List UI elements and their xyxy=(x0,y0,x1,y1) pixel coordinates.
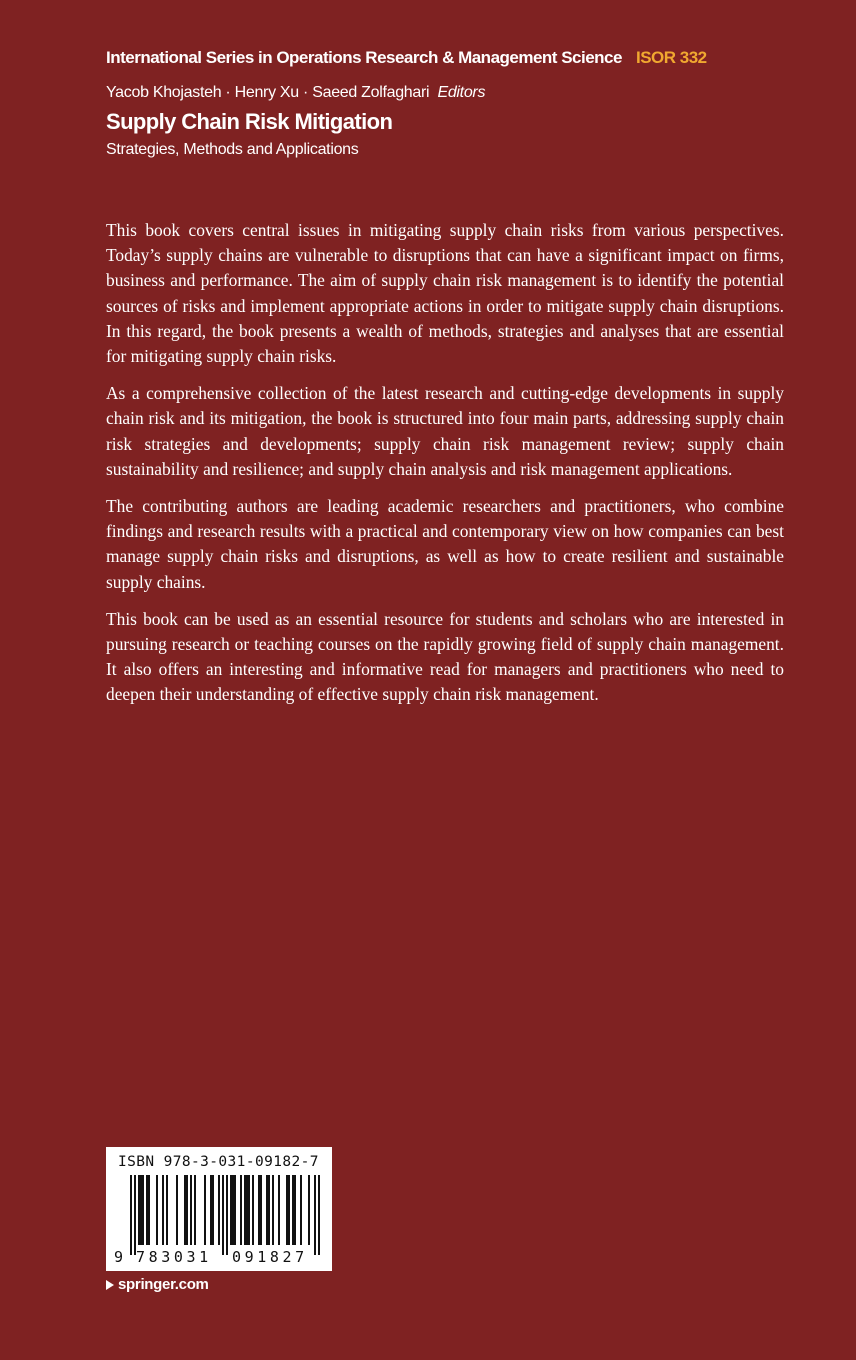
barcode-bar xyxy=(258,1175,260,1245)
blurb-paragraph: This book can be used as an essential resource for students and scholars who are interested in pursuing research or teaching courses on the rapidly growing field of supply chain management. It also offers an interesting and informative read for managers and practitioners who need to deepen their understanding of effective supply chain risk management. xyxy=(106,608,784,705)
barcode-bar xyxy=(222,1175,224,1255)
barcode-box xyxy=(106,1147,332,1271)
publisher-link[interactable] xyxy=(106,1276,209,1293)
barcode-bar xyxy=(244,1175,246,1245)
play-triangle-icon xyxy=(106,1280,114,1290)
blurb-paragraph: The contributing authors are leading academic researchers and practitioners, who combine findings and research results with a practical and contemporary view on how companies can best manage supply chain risks and disruptions, as well as how to create resilient and sustainable supply chains. xyxy=(106,496,784,592)
barcode-bar xyxy=(314,1175,316,1255)
barcode-bar xyxy=(162,1175,164,1245)
barcode-bar xyxy=(230,1175,232,1245)
blurb-paragraph: As a comprehensive collection of the latest research and cutting-edge developments in supply chain risk and its mitigation, the book is structured into four main parts, addressing supply chain risk strategies and developments; supply chain risk management review; supply chain sustainability and resilience; and supply chain analysis and risk management applications. xyxy=(106,383,784,479)
barcode-bar xyxy=(226,1175,228,1255)
barcode-bar xyxy=(210,1175,212,1245)
barcode-bar xyxy=(318,1175,320,1255)
editors-line xyxy=(106,82,746,104)
barcode-bar xyxy=(294,1175,296,1245)
barcode-bar xyxy=(300,1175,302,1245)
barcode-bar xyxy=(260,1175,262,1245)
barcode-bar xyxy=(234,1175,236,1245)
barcode-bar xyxy=(148,1175,150,1245)
barcode-bar xyxy=(184,1175,186,1245)
barcode-bar xyxy=(266,1175,268,1245)
series-name: International Series in Operations Research & Management Science xyxy=(106,48,622,67)
barcode-bar xyxy=(140,1175,142,1245)
barcode-bar xyxy=(130,1175,132,1255)
barcode-digits-right: 091827 xyxy=(232,1248,308,1266)
barcode-digit-first: 9 xyxy=(114,1248,124,1266)
series-line xyxy=(106,46,746,70)
barcode-bar xyxy=(246,1175,248,1245)
barcode-bar xyxy=(248,1175,250,1245)
blurb xyxy=(106,218,784,720)
barcode-bar xyxy=(292,1175,294,1245)
series-number: ISOR 332 xyxy=(635,48,707,67)
cover-header xyxy=(106,46,746,161)
barcode-bar xyxy=(288,1175,290,1245)
barcode-bar xyxy=(286,1175,288,1245)
book-title: Supply Chain Risk Mitigation xyxy=(106,109,393,134)
barcode-bar xyxy=(186,1175,188,1245)
publisher-url: springer.com xyxy=(118,1276,209,1293)
barcode-digits-left: 783031 xyxy=(136,1248,212,1266)
barcode-bar xyxy=(272,1175,274,1245)
barcode-bar xyxy=(252,1175,254,1245)
barcode-bar xyxy=(268,1175,270,1245)
barcode-bar xyxy=(232,1175,234,1245)
barcode-bar xyxy=(308,1175,310,1245)
barcode-bar xyxy=(134,1175,136,1255)
barcode-bar xyxy=(146,1175,148,1245)
barcode-bar xyxy=(138,1175,140,1245)
barcode-bar xyxy=(218,1175,220,1245)
isbn-label: ISBN 978-3-031-09182-7 xyxy=(118,1154,319,1170)
book-subtitle: Strategies, Methods and Applications xyxy=(106,141,359,158)
blurb-paragraph: This book covers central issues in mitigating supply chain risks from various perspectives. Today’s supply chains are vulnerable to disruptions that can have a significant impact on firms, business and performance. The aim of supply chain risk management is to identify the potential sources of risks and implement appropriate actions in order to mitigate supply chain disruptions. In this regard, the book presents a wealth of methods, strategies and analyses that are essential for mitigating supply chain risks. xyxy=(106,220,784,367)
barcode-bar xyxy=(190,1175,192,1245)
barcode-bar xyxy=(212,1175,214,1245)
barcode-bar xyxy=(194,1175,196,1245)
editors-role: Editors xyxy=(437,84,486,101)
barcode-bar xyxy=(142,1175,144,1245)
editors-names: Yacob Khojasteh · Henry Xu · Saeed Zolfaghari xyxy=(106,84,430,101)
barcode-bar xyxy=(204,1175,206,1245)
barcode-bar xyxy=(240,1175,242,1245)
barcode-bar xyxy=(166,1175,168,1245)
barcode-bar xyxy=(176,1175,178,1245)
barcode-bar xyxy=(156,1175,158,1245)
barcode-bar xyxy=(278,1175,280,1245)
